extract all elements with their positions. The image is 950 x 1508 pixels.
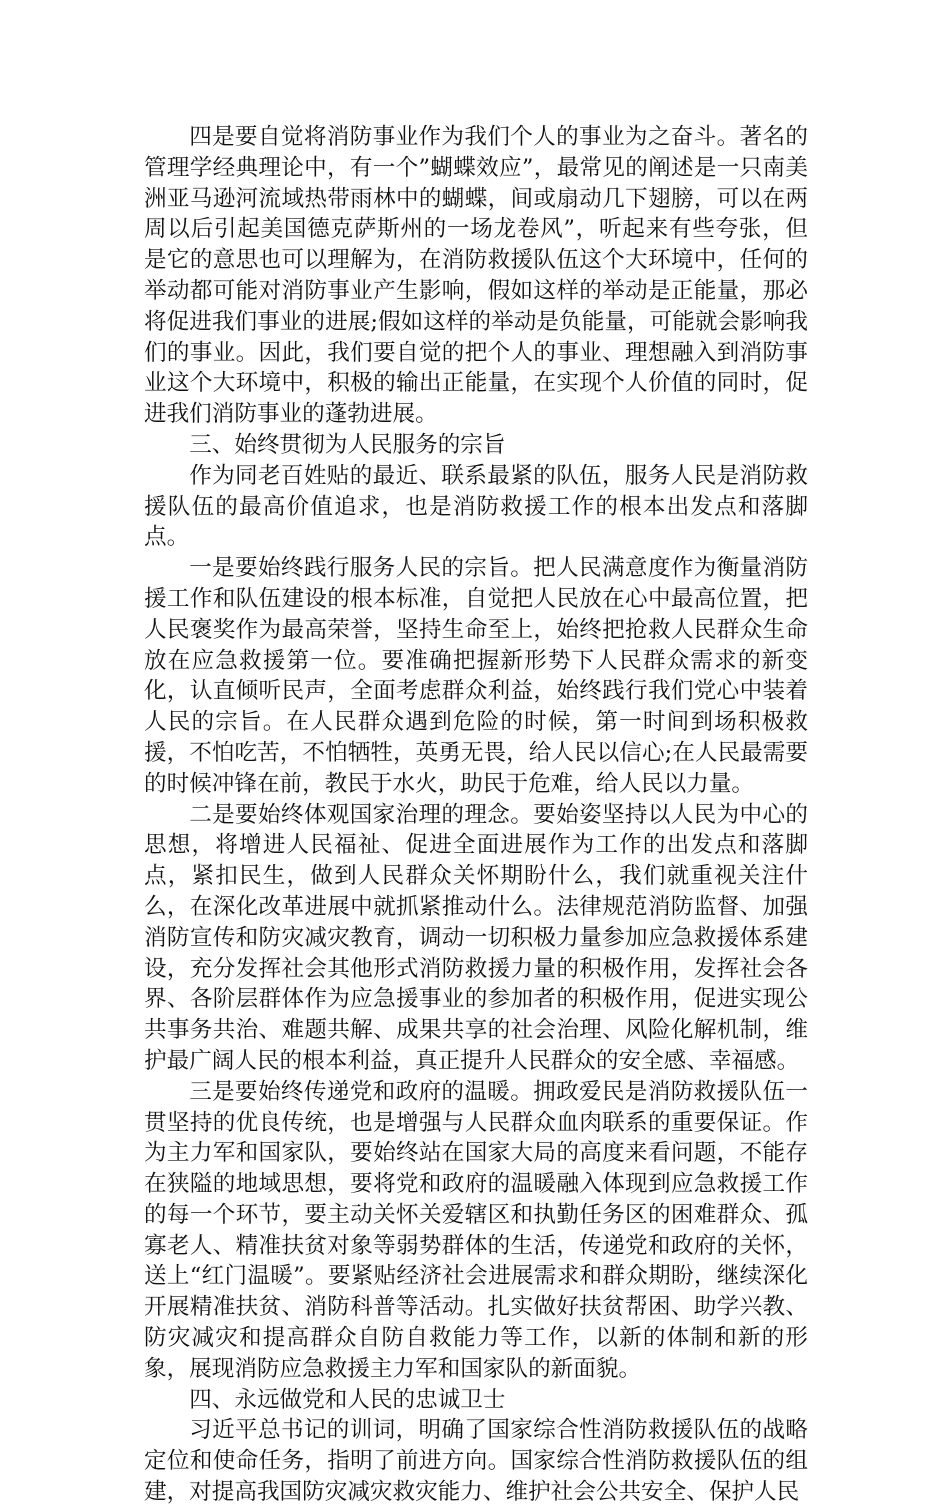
section-heading-serve-people: 三、始终贯彻为人民服务的宗旨	[189, 431, 506, 458]
paragraph-serve-people-intro: 作为同老百姓贴的最近、联系最紧的队伍，服务人民是消防救援队伍的最高价值追求，也是消防救援工作的根本出发点和落脚点。	[144, 462, 808, 551]
paragraph-convey-warmth: 三是要始终传递党和政府的温暖。拥政爱民是消防救援队伍一贯坚持的优良传统，也是增强与人民群众血肉联系的重要保证。作为主力军和国家队，要始终站在国家大局的高度来看问题，不能存在狭隘的地域思想，要将党和政府的温暖融入体现到应急救援工作的每一个环节，要主动关怀关爱辖区和执勤任务区的困难群众、孤寡老人、精准扶贫对象等弱势群体的生活，传递党和政府的关怀，送上“红门温暖”。要紧贴经济社会进展需求和群众期盼，继续深化开展精准扶贫、消防科普等活动。扎实做好扶贫帮困、助学兴教、防灾减灾和提高群众自防自救能力等工作，以新的体制和新的形象，展现消防应急救援主力军和国家队的新面貌。	[144, 1078, 808, 1382]
document-body	[144, 122, 808, 1508]
paragraph-governance-concept: 二是要始终体观国家治理的理念。要始姿坚持以人民为中心的思想，将增进人民福祉、促进全面进展作为工作的出发点和落脚点，紧扣民生，做到人民群众关怀期盼什么，我们就重视关注什么，在深化改革进展中就抓紧推动什么。法律规范消防监督、加强消防宣传和防灾减灾教育，调动一切积极力量参加应急救援体系建设，充分发挥社会其他形式消防救援力量的积极作用，发挥社会各界、各阶层群体作为应急援事业的参加者的积极作用，促进实现公共事务共治、难题共解、成果共享的社会治理、风险化解机制，维护最广阔人民的根本利益，真正提升人民群众的安全感、幸福感。	[144, 801, 808, 1074]
paragraph-loyal-guard-intro: 习近平总书记的训词，明确了国家综合性消防救援队伍的战略定位和使命任务，指明了前进方向。国家综合性消防救援队伍的组建，对提高我国防灾减灾救灾能力、维护社会公共安全、保护人民	[144, 1417, 808, 1506]
paragraph-practice-purpose: 一是要始终践行服务人民的宗旨。把人民满意度作为衡量消防援工作和队伍建设的根本标准，自觉把人民放在心中最高位置，把人民褒奖作为最高荣誉，坚持生命至上，始终把抢救人民群众生命放在应急救援第一位。要准确把握新形势下人民群众需求的新变化，认直倾听民声，全面考虑群众利益，始终践行我们党心中装着人民的宗旨。在人民群众遇到危险的时候，第一时间到场积极救援，不怕吃苦，不怕牺牲，英勇无畏，给人民以信心;在人民最需要的时候冲锋在前，教民于水火，助民于危难，给人民以力量。	[144, 555, 808, 797]
section-heading-loyal-guard: 四、永远做党和人民的忠诚卫士	[189, 1386, 506, 1413]
paragraph-personal-career: 四是要自觉将消防事业作为我们个人的事业为之奋斗。著名的管理学经典理论中，有一个”蝴蝶效应”，最常见的阐述是一只南美洲亚马逊河流域热带雨林中的蝴蝶，间或扇动几下翅膀，可以在两周以后引起美国德克萨斯州的一场龙卷风”，听起来有些夸张，但是它的意思也可以理解为，在消防救援队伍这个大环境中，任何的举动都可能对消防事业产生影响，假如这样的举动是正能量，那必将促进我们事业的进展;假如这样的举动是负能量，可能就会影响我们的事业。因此，我们要自觉的把个人的事业、理想融入到消防事业这个大环境中，积极的输出正能量，在实现个人价值的同时，促进我们消防事业的蓬勃进展。	[144, 124, 808, 428]
